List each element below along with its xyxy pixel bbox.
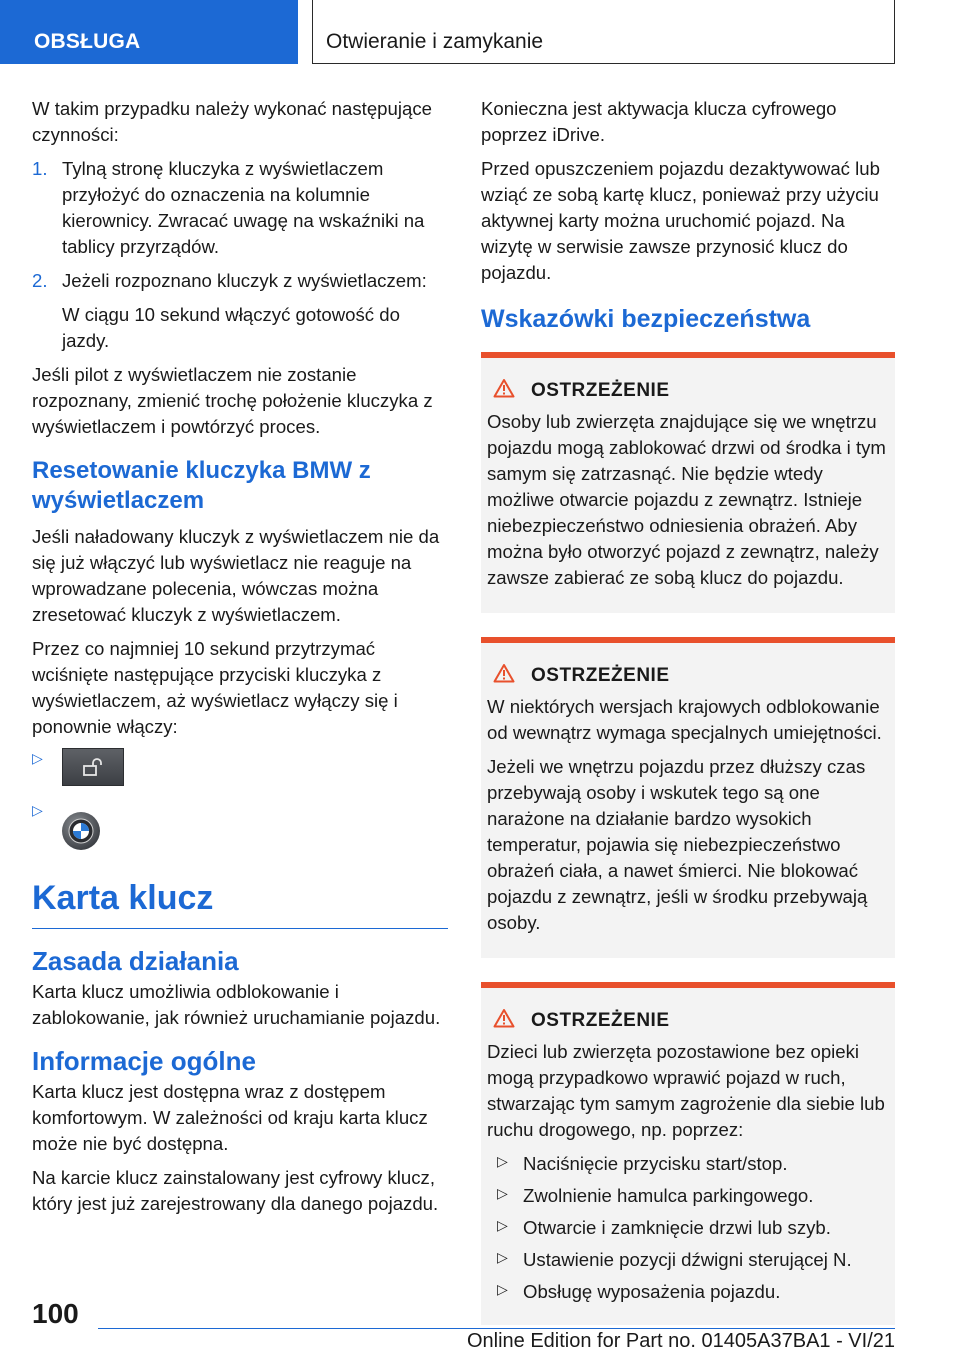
safety-heading: Wskazówki bezpieczeństwa	[481, 305, 811, 333]
bullet-triangle-icon: ▷	[32, 750, 43, 766]
unlock-button-icon	[62, 748, 124, 786]
general-text: Karta klucz jest dostępna wraz z dostępem komfortowym. W zależności od kraju karta klucz może nie być dostępna.	[32, 1081, 428, 1154]
step-number: 1.	[32, 158, 48, 179]
general-heading: Informacje ogólne	[32, 1046, 256, 1076]
warning-triangle-icon	[493, 1008, 527, 1033]
card-key-heading: Karta klucz	[32, 876, 448, 929]
warning-title: OSTRZEŻENIE	[531, 1009, 670, 1031]
warning-text: Osoby lub zwierzęta znajdujące się we wnętrzu pojazdu mogą zablokować drzwi od środka i tym samym się zatrzasnąć. Nie będzie wtedy możliwe otwarcie pojazdu z zewnątrz. Istnieje niebezpieczeństwo odniesienia obrażeń. Aby można było otworzyć pojazd z zewnątrz, należy zawsze zabierać ze sobą klucz do pojazdu.	[487, 411, 886, 588]
reset-instructions: Przez co najmniej 10 sekund przytrzymać wciśnięte następujące przyciski kluczyka z wyświetlaczem, aż wyświetlacz wyłączy się i ponownie włączy:	[32, 638, 398, 737]
list-item	[487, 1215, 889, 1241]
chapter-title: Otwieranie i zamykanie	[312, 0, 895, 64]
bullet-triangle-icon: ▷	[497, 1217, 508, 1233]
left-column	[32, 96, 448, 1225]
warning-text: W niektórych wersjach krajowych odblokowanie od wewnątrz wymaga specjalnych umiejętności.	[487, 696, 882, 743]
list-item	[487, 1183, 889, 1209]
general-text: Na karcie klucz zainstalowany jest cyfrowy klucz, który jest już zarejestrowany dla danego pojazdu.	[32, 1167, 439, 1214]
section-tab[interactable]: OBSŁUGA	[0, 0, 298, 64]
step-number: 2.	[32, 270, 48, 291]
warning-text: Jeżeli we wnętrzu pojazdu przez dłuższy czas przebywają osoby i wskutek tego są one narażone na działanie bardzo wysokich temperatur, pojawia się niebezpieczeństwo obrażeń ciała, a nawet śmierci. Nie blokować pojazdu z zewnątrz, jeśli w środku przebywają osoby.	[487, 756, 868, 933]
warning-text: Dzieci lub zwierzęta pozostawione bez opieki mogą przypadkowo wprawić pojazd w ruch, stwarzając tym samym zagrożenie dla siebie lub ruchu drogowego, np. poprzez:	[487, 1041, 885, 1140]
step-sub-text: W ciągu 10 sekund włączyć gotowość do jazdy.	[62, 304, 400, 351]
page-number: 100	[32, 1298, 79, 1329]
footer-divider	[98, 1328, 895, 1329]
footer-edition: Online Edition for Part no. 01405A37BA1 - VI/21	[466, 1330, 895, 1352]
bullet-triangle-icon: ▷	[497, 1249, 508, 1265]
list-item	[487, 1151, 889, 1177]
warning-bullet-list	[487, 1151, 889, 1305]
list-item-text: Naciśnięcie przycisku start/stop.	[523, 1153, 788, 1174]
step-text: Jeżeli rozpoznano kluczyk z wyświetlaczem:	[62, 270, 427, 291]
step-item	[32, 156, 448, 260]
list-item-text: Obsługę wyposażenia pojazdu.	[523, 1281, 781, 1302]
bmw-button-row	[32, 800, 448, 850]
warning-header	[487, 378, 889, 403]
not-recognized-text: Jeśli pilot z wyświetlaczem nie zostanie rozpoznany, zmienić trochę położenie kluczyka z wyświetlaczem i powtórzyć proces.	[32, 364, 433, 437]
bullet-triangle-icon: ▷	[497, 1185, 508, 1201]
warning-header	[487, 1008, 889, 1033]
steps-list	[32, 156, 448, 294]
warning-box	[481, 637, 895, 958]
list-item-text: Ustawienie pozycji dźwigni sterującej N.	[523, 1249, 852, 1270]
warning-title: OSTRZEŻENIE	[531, 379, 670, 401]
activation-text: Konieczna jest aktywacja klucza cyfrowego poprzez iDrive.	[481, 98, 837, 145]
list-item	[487, 1279, 889, 1305]
bullet-triangle-icon: ▷	[32, 802, 43, 818]
deactivation-text: Przed opuszczeniem pojazdu dezaktywować lub wziąć ze sobą kartę klucz, ponieważ przy użyciu aktywnej karty można uruchomić pojazd. Na wizytę w serwisie zawsze przynosić klucz do pojazdu.	[481, 158, 880, 283]
list-item	[487, 1247, 889, 1273]
list-item-text: Otwarcie i zamknięcie drzwi lub szyb.	[523, 1217, 831, 1238]
warning-header	[487, 663, 889, 688]
warning-box	[481, 352, 895, 613]
bullet-triangle-icon: ▷	[497, 1153, 508, 1169]
right-column	[481, 96, 895, 1337]
unlock-button-row	[32, 748, 448, 786]
bmw-logo-button-icon	[62, 812, 100, 850]
reset-paragraph: Jeśli naładowany kluczyk z wyświetlaczem nie da się już włączyć lub wyświetlacz nie reaguje na wprowadzane polecenia, wówczas można zresetować kluczyk z wyświetlaczem.	[32, 526, 440, 625]
step-item	[32, 268, 448, 294]
warning-title: OSTRZEŻENIE	[531, 664, 670, 686]
principle-heading: Zasada działania	[32, 946, 239, 976]
reset-heading: Resetowanie kluczyka BMW z wyświetlaczem	[32, 457, 371, 514]
list-item-text: Zwolnienie hamulca parkingowego.	[523, 1185, 814, 1206]
step-text: Tylną stronę kluczyka z wyświetlaczem przyłożyć do oznaczenia na kolumnie kierownicy. Zwracać uwagę na wskaźniki na tablicy przyrządów.	[62, 158, 425, 257]
warning-triangle-icon	[493, 663, 527, 688]
warning-box	[481, 982, 895, 1325]
intro-text: W takim przypadku należy wykonać następujące czynności:	[32, 98, 432, 145]
bullet-triangle-icon: ▷	[497, 1281, 508, 1297]
warning-triangle-icon	[493, 378, 527, 403]
principle-text: Karta klucz umożliwia odblokowanie i zablokowanie, jak również uruchamianie pojazdu.	[32, 981, 441, 1028]
